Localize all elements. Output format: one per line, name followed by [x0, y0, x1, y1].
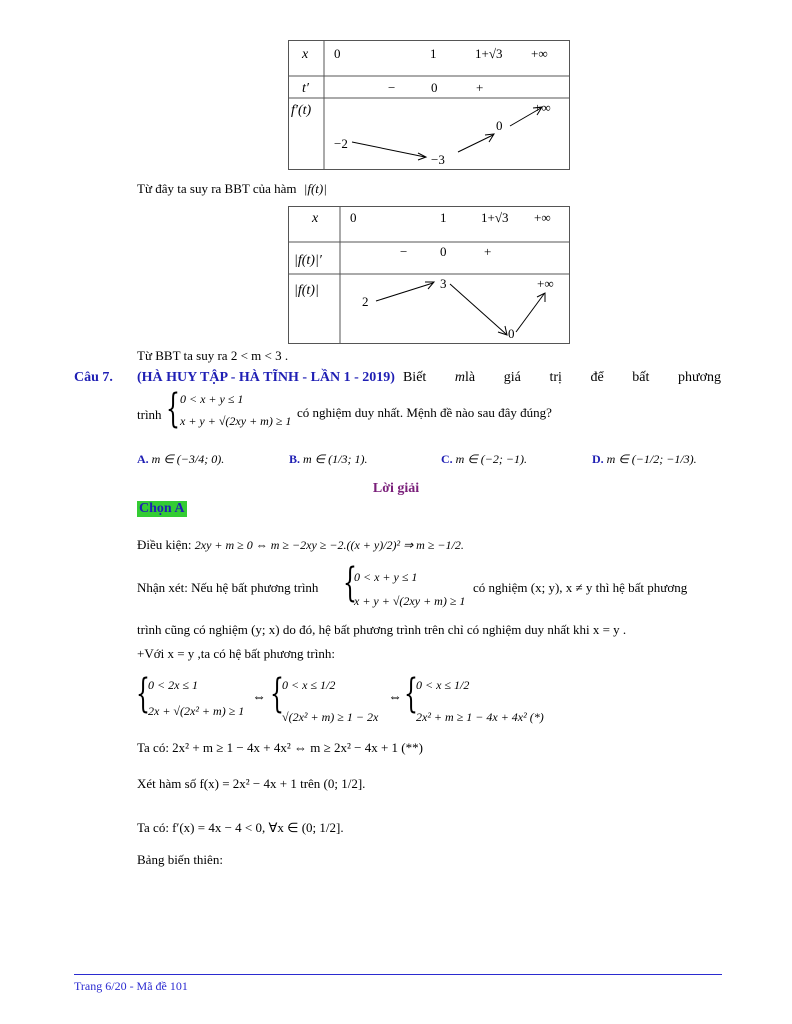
svg-text:|f(t)|: |f(t)|: [294, 283, 319, 298]
bbt-intro-text: Từ đây ta suy ra BBT của hàm |f(t)|: [137, 181, 327, 196]
svg-text:2: 2: [362, 294, 369, 309]
option-a[interactable]: A. m ∈ (−3/4; 0).: [137, 452, 225, 466]
taco-line-2: Ta có: f′(x) = 4x − 4 < 0, ∀x ∈ (0; 1/2].: [137, 820, 344, 835]
t1-tprime-label: t′: [302, 81, 309, 96]
question-stem-line1: (HÀ HUY TẬP - HÀ TĨNH - LẦN 1 - 2019) Biết mlà giá trị để bất phương: [137, 370, 721, 385]
svg-text:+∞: +∞: [534, 210, 551, 225]
footer-divider: [74, 974, 722, 975]
svg-text:+∞: +∞: [531, 46, 548, 61]
system-brace: {: [166, 386, 180, 432]
svg-text:1: 1: [440, 210, 447, 225]
option-d[interactable]: D. m ∈ (−1/2; −1/3).: [592, 452, 697, 466]
svg-text:3: 3: [440, 276, 447, 291]
condition-line: Điều kiện: 2xy + m ≥ 0 ⇔ m ≥ −2xy ≥ −2.((x + y)/2)² ⇒ m ≥ −1/2.: [137, 537, 464, 552]
xet-function-line: Xét hàm số f(x) = 2x² − 4x + 1 trên (0; 1/2].: [137, 776, 366, 791]
svg-text:−: −: [388, 80, 396, 95]
option-b[interactable]: B. m ∈ (1/3; 1).: [289, 452, 368, 466]
answer-choice-badge: Chọn A: [139, 501, 185, 516]
variation-table-1: [288, 40, 570, 170]
svg-text:+∞: +∞: [534, 100, 551, 115]
t1-fprime-label: f′(t): [291, 103, 312, 118]
svg-text:0: 0: [508, 326, 515, 341]
t1-x-label: x: [302, 47, 309, 62]
svg-text:|f(t)|′: |f(t)|′: [294, 253, 322, 268]
bbt-label: Bảng biến thiên:: [137, 852, 223, 867]
equivalence-symbol-1: ⇔: [252, 690, 266, 705]
svg-text:1+√3: 1+√3: [481, 210, 509, 225]
svg-text:+∞: +∞: [537, 276, 554, 291]
variation-table-2: [288, 206, 570, 344]
svg-text:0: 0: [440, 244, 447, 259]
svg-text:−2: −2: [334, 136, 348, 151]
svg-text:+: +: [484, 244, 492, 259]
svg-text:1+√3: 1+√3: [475, 46, 503, 61]
option-c[interactable]: C. m ∈ (−2; −1).: [441, 452, 527, 466]
svg-text:0: 0: [350, 210, 357, 225]
question-source: (HÀ HUY TẬP - HÀ TĨNH - LẦN 1 - 2019): [137, 370, 395, 385]
svg-text:−3: −3: [431, 152, 445, 167]
svg-text:+: +: [476, 80, 484, 95]
svg-text:−: −: [400, 244, 408, 259]
svg-text:x: x: [312, 211, 319, 226]
bbt-conclusion: Từ BBT ta suy ra 2 < m < 3 .: [137, 348, 289, 363]
svg-text:1: 1: [430, 46, 437, 61]
page-footer: Trang 6/20 - Mã đề 101: [74, 979, 188, 993]
svg-text:0: 0: [496, 118, 503, 133]
equivalence-symbol-2: ⇔: [388, 690, 402, 705]
solution-heading: Lời giải: [372, 481, 420, 496]
question-number: Câu 7.: [74, 370, 113, 385]
remark-continuation: trình cũng có nghiệm (y; x) do đó, hệ bất phương trình trên chỉ có nghiệm duy nhất khi x = y .: [137, 622, 627, 637]
taco-line-1: Ta có: 2x² + m ≥ 1 − 4x + 4x² ⇔ m ≥ 2x² − 4x + 1 (**): [137, 740, 423, 755]
svg-text:0: 0: [431, 80, 438, 95]
svg-text:0: 0: [334, 46, 341, 61]
